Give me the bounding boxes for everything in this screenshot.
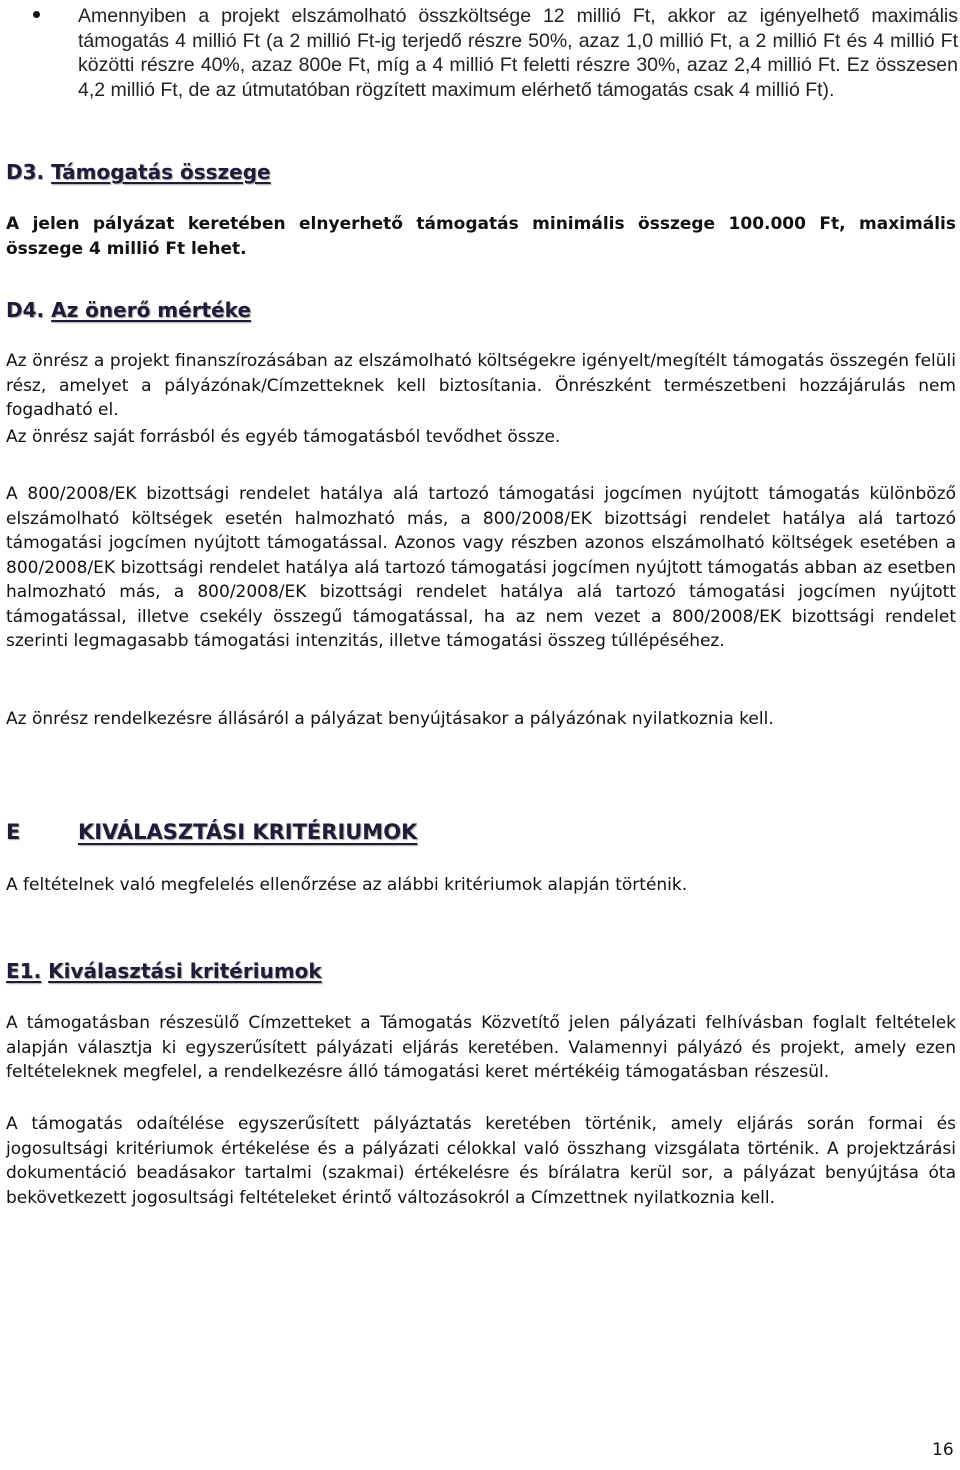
- bullet-paragraph: Amennyiben a projekt elszámolható összköltsége 12 millió Ft, akkor az igényelhető maximális támogatás 4 millió Ft (a 2 millió Ft-ig terjedő részre 50%, azaz 1,0 millió Ft, a 2 millió Ft és 4 millió Ft közötti részre 40%, azaz 800e Ft, míg a 4 millió Ft feletti részre 30%, azaz 2,4 millió Ft. Ez összesen 4,2 millió Ft, de az útmutatóban rögzített maximum elérhető támogatás csak 4 millió Ft).: [78, 5, 958, 101]
- section-number: D3.: [6, 160, 45, 184]
- section-number: D4.: [6, 298, 45, 322]
- d4-paragraph-2: Az önrész saját forrásból és egyéb támogatásból tevődhet össze.: [6, 427, 561, 447]
- section-number: E1.: [6, 959, 42, 983]
- section-title: Az önerő mértéke: [51, 298, 252, 322]
- section-title: Kiválasztási kritériumok: [48, 959, 322, 983]
- d4-paragraph-3: A 800/2008/EK bizottsági rendelet hatálya alá tartozó támogatási jogcímen nyújtott támogatás különböző elszámolható költségek esetén halmozható más, a 800/2008/EK bizottsági rendelet hatálya alá tartozó támogatási jogcímen nyújtott támogatással. Azonos vagy részben azonos elszámolható költségek esetében a 800/2008/EK bizottsági rendelet hatálya alá tartozó támogatási jogcímen nyújtott támogatás abban az esetben halmozható más, a 800/2008/EK bizottsági rendelet hatálya alá tartozó támogatási jogcímen nyújtott támogatással, illetve csekély összegű támogatással, ha az nem vezet a 800/2008/EK bizottsági rendelet szerinti legmagasabb támogatási intenzitás, illetve támogatási összeg túllépéséhez.: [6, 484, 956, 651]
- e1-paragraph-1: A támogatásban részesülő Címzetteket a Támogatás Közvetítő jelen pályázati felhívásban foglalt feltételek alapján választja ki egyszerűsített pályázati eljárás keretében. Valamennyi pályázó és projekt, amely ezen feltételeknek megfelel, a rendelkezésre álló támogatási keret mértékéig támogatásban részesül.: [6, 1013, 956, 1082]
- bullet-icon: [33, 11, 40, 18]
- e-intro: A feltételnek való megfelelés ellenőrzése az alábbi kritériumok alapján történik.: [6, 875, 688, 895]
- chapter-heading-e: [6, 820, 417, 844]
- e1-paragraph-2: A támogatás odaítélése egyszerűsített pályáztatás keretében történik, amely eljárás során formai és jogosultsági kritériumok értékelése és a pályázati célokkal való összhang vizsgálata történik. A projektzárási dokumentáció beadásakor tartalmi (szakmai) értékelésre és bírálatra kerül sor, a pályázat benyújtása óta bekövetkezett jogosultsági feltételeket érintő változásokról a Címzettnek nyilatkoznia kell.: [6, 1114, 956, 1208]
- section-heading-d4: [6, 298, 251, 322]
- section-heading-e1: [6, 959, 322, 983]
- section-title: Támogatás összege: [51, 160, 271, 184]
- section-heading-d3: [6, 160, 271, 184]
- d4-paragraph-4: Az önrész rendelkezésre állásáról a pályázat benyújtásakor a pályázónak nyilatkoznia kell.: [6, 709, 774, 729]
- chapter-title: KIVÁLASZTÁSI KRITÉRIUMOK: [78, 820, 418, 844]
- chapter-letter: E: [6, 820, 21, 844]
- d3-text: A jelen pályázat keretében elnyerhető támogatás minimális összege 100.000 Ft, maximális összege 4 millió Ft lehet.: [6, 214, 956, 259]
- d4-paragraph-1: Az önrész a projekt finanszírozásában az elszámolható költségekre igényelt/megítélt támogatás összegén felüli rész, amelyet a pályázónak/Címzetteknek kell biztosítania. Önrészként természetbeni hozzájárulás nem fogadható el.: [6, 351, 956, 420]
- page-number: 16: [932, 1440, 954, 1460]
